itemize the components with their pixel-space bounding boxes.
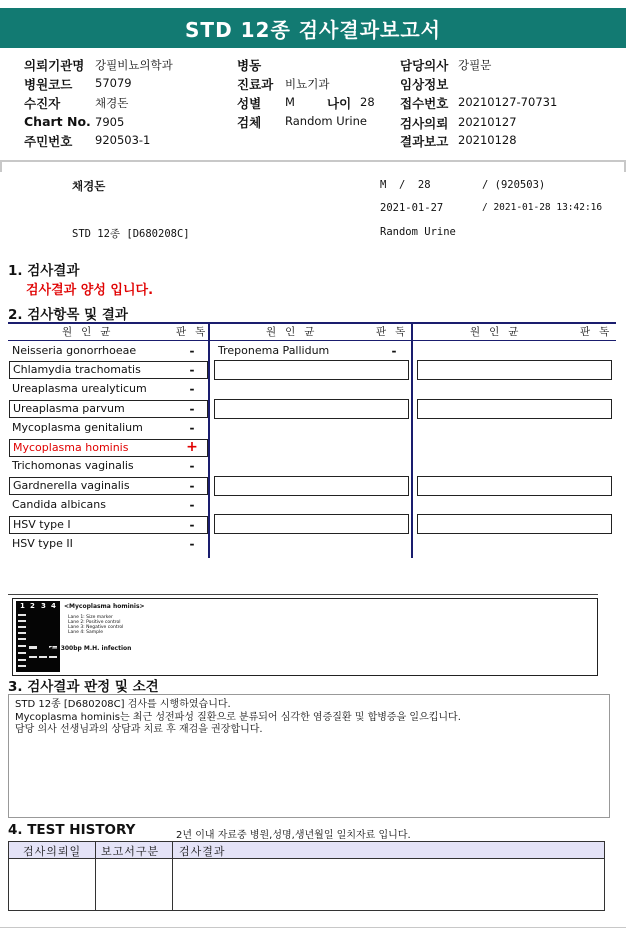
col3-result-header: 판독 xyxy=(580,326,619,338)
primer-band xyxy=(49,656,57,658)
organism-name: Ureaplasma parvum xyxy=(13,402,125,415)
organism-row xyxy=(9,458,208,476)
opinion-line: Mycoplasma hominis는 최근 성전파성 질환으로 분류되어 심각한 염증질환 및 합병증을 일으킵니다. xyxy=(15,711,461,723)
gel-lane-number: 3 xyxy=(41,602,46,610)
history-col-divider xyxy=(172,842,173,910)
specimen-label: 검체 xyxy=(237,115,262,130)
reported-datetime: / 2021-01-28 13:42:16 xyxy=(482,202,603,213)
organism-row xyxy=(9,420,208,438)
patient-name: 채경돈 xyxy=(72,179,106,193)
organism-name: Treponema Pallidum xyxy=(218,344,330,357)
col2-organism-header: 원인균 xyxy=(266,326,324,338)
history-col-type: 보고서구분 xyxy=(101,845,160,858)
organism-result: - xyxy=(189,382,195,396)
empty-result-box xyxy=(417,360,612,380)
clinical-label: 임상정보 xyxy=(400,77,449,92)
marker-band xyxy=(18,632,26,634)
request-value: 20210127 xyxy=(458,115,517,129)
dept-value: 비뇨기과 xyxy=(285,77,330,91)
section2-title: 2. 검사항목 및 결과 xyxy=(8,307,128,323)
patient-specimen: Random Urine xyxy=(380,226,456,238)
section4-title: 4. TEST HISTORY xyxy=(8,822,136,838)
hospital-label: 의뢰기관명 xyxy=(24,58,85,73)
organism-result: - xyxy=(189,344,195,358)
table-header-rule xyxy=(8,340,616,341)
marker-band xyxy=(18,645,26,647)
test-name: STD 12종 [D680208C] xyxy=(72,228,190,240)
history-note: 2년 이내 자료중 병원,성명,생년월일 일치자료 입니다. xyxy=(176,830,411,841)
dept-label: 진료과 xyxy=(237,77,274,92)
organism-row xyxy=(9,381,208,399)
marker-band xyxy=(18,614,26,616)
organism-row xyxy=(9,516,208,534)
gel-lane-number: 1 xyxy=(20,602,25,610)
gel-annotation xyxy=(48,645,131,652)
organism-name: Neisseria gonorrhoeae xyxy=(12,344,137,357)
organism-name: Trichomonas vaginalis xyxy=(12,459,134,472)
section1-title: 1. 검사결과 xyxy=(8,263,80,279)
gel-lane-number: 4 xyxy=(51,602,56,610)
opinion-box xyxy=(8,694,610,818)
ward-label: 병동 xyxy=(237,58,262,73)
column-divider-1 xyxy=(208,322,210,558)
col2-result-header: 판독 xyxy=(376,326,415,338)
organism-row xyxy=(9,497,208,515)
organism-result: - xyxy=(189,421,195,435)
organism-row xyxy=(9,400,208,418)
collector-value: 채경돈 xyxy=(95,96,129,110)
code-label: 병원코드 xyxy=(24,77,73,92)
empty-result-box xyxy=(417,399,612,419)
organism-result: - xyxy=(189,402,195,416)
gel-divider xyxy=(8,594,598,595)
collector-label: 수진자 xyxy=(24,96,61,111)
organism-name: Candida albicans xyxy=(12,498,106,511)
organism-name: Mycoplasma genitalium xyxy=(12,421,143,434)
report-title-bar xyxy=(0,8,626,48)
empty-result-box xyxy=(214,399,409,419)
gel-lane-legend: Lane 1: Size marker Lane 2: Positive control Lane 3: Negative control Lane 4: Sample xyxy=(68,615,124,635)
marker-band xyxy=(18,626,26,628)
primer-band xyxy=(39,656,47,658)
organism-row xyxy=(215,343,395,361)
organism-row xyxy=(9,361,208,379)
arrow-left-icon: ◀— xyxy=(48,645,61,652)
request-label: 검사의뢰 xyxy=(400,116,449,131)
age-label: 나이 xyxy=(327,96,352,111)
age-value: 28 xyxy=(360,95,375,109)
organism-result: - xyxy=(189,363,195,377)
marker-band xyxy=(18,652,26,654)
column-divider-2 xyxy=(411,322,413,558)
organism-result: - xyxy=(189,459,195,473)
organism-result-positive: + xyxy=(186,439,198,455)
bottom-rule xyxy=(0,927,626,928)
organism-result: - xyxy=(189,518,195,532)
chart-value: 7905 xyxy=(95,115,125,129)
history-header-row xyxy=(9,842,604,859)
hospital-value: 강필비뇨의학과 xyxy=(95,58,173,72)
organism-name: Ureaplasma urealyticum xyxy=(12,382,147,395)
organism-result: - xyxy=(391,344,397,358)
marker-band xyxy=(18,638,26,640)
organism-result: - xyxy=(189,479,195,493)
specimen-value: Random Urine xyxy=(285,114,367,128)
report-value: 20210128 xyxy=(458,133,517,147)
resident-label: 주민번호 xyxy=(24,134,73,149)
gel-electrophoresis-image xyxy=(16,601,60,672)
doctor-label: 담당의사 xyxy=(400,58,449,73)
empty-result-box xyxy=(417,476,612,496)
opinion-line: 담당 의사 선생님과의 상담과 치료 후 재검을 권장합니다. xyxy=(15,724,263,735)
organism-name: Chlamydia trachomatis xyxy=(13,363,141,376)
organism-row xyxy=(9,477,208,495)
organism-row-positive xyxy=(9,439,208,457)
organism-name: Mycoplasma hominis xyxy=(13,441,129,454)
organism-name: HSV type I xyxy=(13,518,71,531)
organism-name: HSV type II xyxy=(12,537,73,550)
receipt-value: 20210127-70731 xyxy=(458,95,558,109)
receipt-label: 접수번호 xyxy=(400,96,449,111)
report-label: 결과보고 xyxy=(400,134,449,149)
col1-result-header: 판독 xyxy=(176,326,215,338)
sex-value: M xyxy=(285,95,295,109)
report-title: STD 12종 검사결과보고서 xyxy=(185,17,441,42)
sex-label: 성별 xyxy=(237,96,262,111)
gel-annotation-text: 300bp M.H. infection xyxy=(60,645,132,652)
history-table xyxy=(8,841,605,911)
history-col-divider xyxy=(95,842,96,910)
section3-title: 3. 검사결과 판정 및 소견 xyxy=(8,679,159,695)
gel-lane-number: 2 xyxy=(30,602,35,610)
col1-organism-header: 원인균 xyxy=(62,326,120,338)
divider-left xyxy=(0,160,2,172)
patient-birth: / (920503) xyxy=(482,179,546,191)
marker-band xyxy=(18,659,26,661)
empty-result-box xyxy=(214,476,409,496)
organism-result: - xyxy=(189,537,195,551)
empty-result-box xyxy=(214,360,409,380)
opinion-line: STD 12종 [D680208C] 검사를 시행하였습니다. xyxy=(15,699,231,710)
col3-organism-header: 원인균 xyxy=(470,326,528,338)
divider xyxy=(0,160,626,162)
doctor-value: 강필문 xyxy=(458,58,492,72)
patient-sex-age: M / 28 xyxy=(380,179,431,191)
resident-value: 920503-1 xyxy=(95,133,151,147)
primer-band xyxy=(29,656,37,658)
history-col-request: 검사의뢰일 xyxy=(23,845,82,858)
gel-title: <Mycoplasma hominis> xyxy=(64,603,145,610)
marker-band xyxy=(18,665,26,667)
chart-label: Chart No. xyxy=(24,114,91,129)
positive-control-band xyxy=(29,646,37,649)
positive-summary: 검사결과 양성 입니다. xyxy=(26,283,154,298)
history-col-result: 검사결과 xyxy=(179,845,226,858)
empty-result-box xyxy=(417,514,612,534)
code-value: 57079 xyxy=(95,76,132,90)
empty-result-box xyxy=(214,514,409,534)
info-block xyxy=(0,56,626,152)
marker-band xyxy=(18,620,26,622)
organism-result: - xyxy=(189,498,195,512)
collected-date: 2021-01-27 xyxy=(380,202,444,214)
organism-row xyxy=(9,536,208,554)
organism-name: Gardnerella vaginalis xyxy=(13,479,130,492)
organism-row xyxy=(9,343,208,361)
